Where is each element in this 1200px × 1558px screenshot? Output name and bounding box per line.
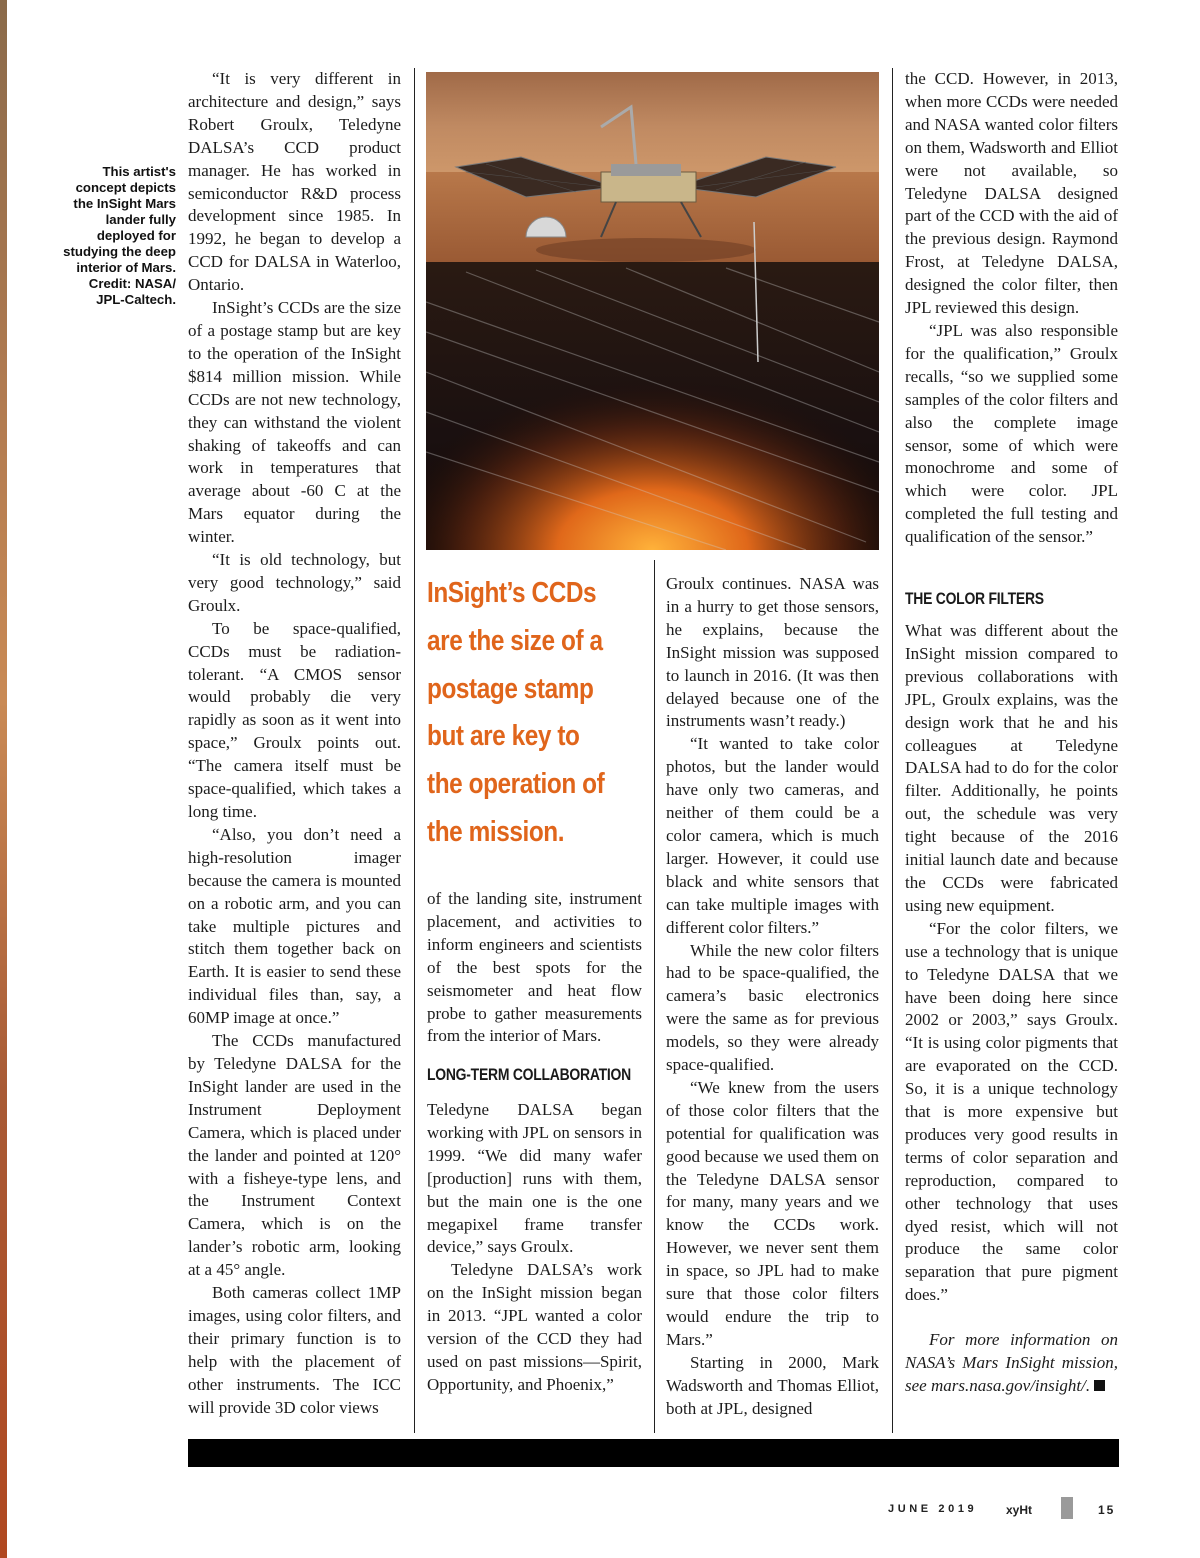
paragraph: “It is old technology, but very good technology,” said Groulx. [188,550,401,615]
paragraph: “It is very different in architecture and design,” says Robert Groulx, Teledyne DALSA’s CCD product manager. He has worked in semiconductor R&D process development since 1985. In 1992, he began to develop a CCD for DALSA in Waterloo, Ontario. [188,69,401,295]
article-column-1 [188,68,401,1419]
closing-note-text: For more information on NASA’s Mars InSight mission, see mars.nasa.gov/insight/. [905,1330,1118,1395]
article-column-4-continued [905,620,1118,1398]
image-caption [60,164,176,308]
caption-text: This artist's concept depicts the InSight Mars lander fully deployed for studying the deep interior of Mars. [63,164,176,275]
article-column-4 [905,68,1118,549]
paragraph: Teledyne DALSA began working with JPL on sensors in 1999. “We did many wafer [production] runs with them, but the main one is the one megapixel frame transfer device,” says Groulx. [427,1100,642,1257]
paragraph: the CCD. However, in 2013, when more CCDs were needed and NASA wanted color filters on them, Wadsworth and Elliot were not available, so Teledyne DALSA designed part of the CCD with the aid of the previous design. Raymond Frost, at Teledyne DALSA, designed the color filter, then JPL reviewed this design. [905,69,1118,318]
paragraph: The CCDs manufactured by Teledyne DALSA for the InSight lander are used in the Instrument Deployment Camera, which is placed under the lander and pointed at 120° with a fisheye-type lens, and the Instrument Context Camera, which is on the lander’s robotic arm, looking at a 45° angle. [188,1031,401,1280]
paragraph: Starting in 2000, Mark Wadsworth and Thomas Elliot, both at JPL, designed [666,1352,879,1418]
caption-credit-source: NASA/ JPL-Caltech. [96,276,176,307]
paragraph: of the landing site, instrument placement, and activities to inform engineers and scientists of the best spots for the seismometer and heat flow probe to gather measurements from the interior of Mars. [427,889,642,1046]
article-column-2 [427,888,642,1048]
paragraph: What was different about the InSight mission compared to previous collaborations with JPL, Groulx explains, was the design work that he and his colleagues at Teledyne DALSA had to do for the color filter. Additionally, he points out, the schedule was very tight because of the 2016 initial launch date and because the CCDs were fabricated using new equipment. [905,621,1118,915]
pull-quote: InSight’s CCDs are the size of a postage stamp but are key to the operation of the mission. [427,577,605,848]
issue-date: JUNE 2019 [888,1503,978,1515]
footer-block-icon [1061,1497,1073,1519]
article-column-3 [666,573,879,1421]
paragraph: “It wanted to take color photos, but the lander would have only two cameras, and neither of them could be a color camera, which is much larger. However, it could use black and white sensors that can take multiple images with different color filters.” [666,734,879,937]
column-divider [414,68,415,1433]
article-column-2-continued [427,1099,642,1397]
section-heading-color-filters: THE COLOR FILTERS [905,589,1044,608]
closing-note [905,1329,1118,1398]
paragraph: While the new color filters had to be space-qualified, the camera’s basic electronics were the same as for previous models, so they were already space-qualified. [666,940,879,1075]
page-number: 15 [1098,1503,1116,1517]
end-mark-icon [1094,1380,1105,1391]
caption-credit-label: Credit: [88,276,132,291]
footer-bar [188,1439,1119,1467]
paragraph: “For the color filters, we use a technology that is unique to Teledyne DALSA that we have been doing here since 2002 or 2003,” says Groulx. “It is using color pigments that are evaporated on the CCD. So, it is a unique technology that is more expensive but produces very good results in terms of color separation and reproduction, compared to other technology that uses dyed resist, which will not produce the same color separation that pure pigment does.” [905,918,1118,1305]
left-edge-photo-strip [0,0,7,1558]
section-heading-collaboration: LONG-TERM COLLABORATION [427,1065,631,1084]
magazine-name: xyHt [1006,1503,1033,1517]
paragraph: Groulx continues. NASA was in a hurry to get those sensors, he explains, because the InSight mission was supposed to launch in 2016. (It was then delayed because one of the instruments wasn’t ready.) [666,574,879,731]
insight-lander-illustration [426,72,879,550]
column-divider [654,560,655,1433]
column-divider [892,68,893,1433]
paragraph: InSight’s CCDs are the size of a postage stamp but are key to the operation of the InSight $814 million mission. While CCDs are not new technology, they can withstand the violent shaking of takeoffs and can work in temperatures that average about -60 C at the Mars equator during the winter. [188,298,401,547]
paragraph: “We knew from the users of those color filters that the potential for qualification was good because we used them on the Teledyne DALSA sensor for many, many years and we know the CCDs work. However, we never sent them in space, so JPL had to make sure that those color filters would endure the trip to Mars.” [666,1077,879,1349]
paragraph: Teledyne DALSA’s work on the InSight mission began in 2013. “JPL wanted a color version of the CCD they had used on past missions—Spirit, Opportunity, and Phoenix,” [427,1260,642,1394]
paragraph: “Also, you don’t need a high-resolution imager because the camera is mounted on a robotic arm, and you can take multiple pictures and stitch them together back on Earth. It is easier to send these individual files than, say, a 60MP image at once.” [188,824,401,1028]
paragraph: “JPL was also responsible for the qualification,” Groulx recalls, “so we supplied some samples of the color filters and also the complete image sensor, some of which were monochrome and some of which were color. JPL completed the full testing and qualification of the sensor.” [905,320,1118,547]
paragraph: To be space-qualified, CCDs must be radiation-tolerant. “A CMOS sensor would probably die very rapidly as soon as it went into space,” Groulx points out. “The camera itself must be space-qualified, which takes a long time. [188,618,401,821]
paragraph: Both cameras collect 1MP images, using color filters, and their primary function is to help with the placement of other instruments. The ICC will provide 3D color views [188,1283,401,1417]
